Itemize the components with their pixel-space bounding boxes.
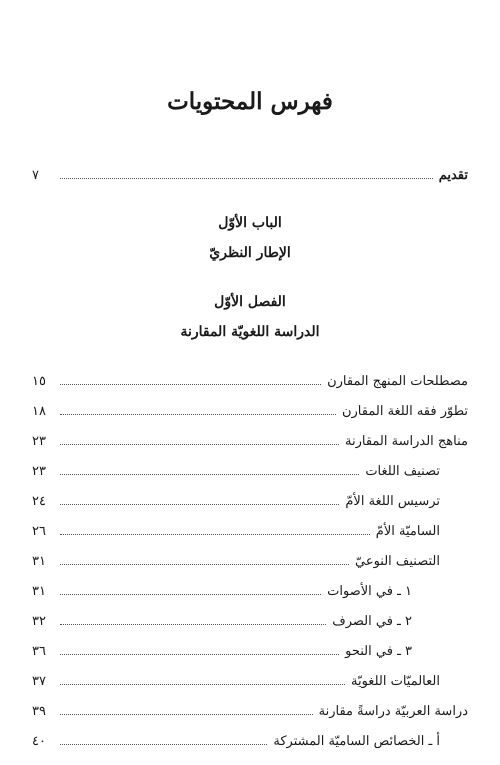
- part-subtitle: الإطار النظريّ: [209, 245, 291, 261]
- chapter-heading: الفصل الأوّل: [214, 294, 286, 310]
- toc-entry-label: التصنيف النوعيّ: [354, 554, 440, 569]
- toc-entry-intro: [32, 168, 468, 188]
- dot-leader: [60, 623, 326, 625]
- dot-leader: [60, 563, 349, 565]
- toc-entry-page: ٢٣: [32, 464, 46, 479]
- toc-entry-label: دراسة العربيّة دراسةً مقارنة: [318, 704, 468, 719]
- toc-entry-label: ١ ـ في الأصوات: [327, 584, 412, 599]
- toc-entry: [32, 554, 468, 574]
- toc-entry-label: تصنيف اللغات: [365, 464, 440, 479]
- toc-entry-page: ١٨: [32, 404, 46, 419]
- toc-entry: [32, 734, 468, 754]
- toc-entry-label: تقديم: [438, 168, 468, 183]
- dot-leader: [60, 383, 321, 385]
- dot-leader: [60, 743, 267, 745]
- toc-entry: [32, 494, 468, 514]
- toc-entry-label: ٢ ـ في الصرف: [332, 614, 412, 629]
- toc-entry-page: ٣٧: [32, 674, 46, 689]
- toc-entry: [32, 614, 468, 634]
- toc-entry-page: ٢٦: [32, 524, 46, 539]
- toc-entry-page: ٣١: [32, 554, 46, 569]
- part-heading: الباب الأوّل: [218, 215, 282, 231]
- toc-entry: [32, 404, 468, 424]
- toc-entry-page: ٤٠: [32, 734, 46, 749]
- toc-entry: [32, 524, 468, 544]
- dot-leader: [60, 713, 313, 715]
- toc-entry: [32, 704, 468, 724]
- toc-entry: [32, 584, 468, 604]
- toc-entry: [32, 644, 468, 664]
- page-title: فهرس المحتويات: [167, 88, 333, 115]
- dot-leader: [60, 503, 339, 505]
- dot-leader: [60, 413, 336, 415]
- toc-entry-label: ٣ ـ في النحو: [345, 644, 412, 659]
- dot-leader: [60, 653, 339, 655]
- toc-entry-page: ٧: [32, 168, 39, 183]
- toc-entry-page: ٣٩: [32, 704, 46, 719]
- toc-entry-label: مناهج الدراسة المقارنة: [345, 434, 468, 449]
- toc-entry-label: تطوّر فقه اللغة المقارن: [341, 404, 468, 419]
- dot-leader: [60, 593, 321, 595]
- dot-leader: [60, 177, 433, 179]
- toc-entry-page: ٢٣: [32, 434, 46, 449]
- toc-entry-page: ١٥: [32, 374, 46, 389]
- toc-entry-page: ٣٦: [32, 644, 46, 659]
- toc-entry-label: مصطلحات المنهج المقارن: [327, 374, 468, 389]
- toc-entry: [32, 434, 468, 454]
- toc-entry-page: ٣٢: [32, 614, 46, 629]
- toc-entry: [32, 674, 468, 694]
- dot-leader: [60, 533, 370, 535]
- dot-leader: [60, 443, 339, 445]
- dot-leader: [60, 473, 359, 475]
- toc-entry: [32, 464, 468, 484]
- toc-entry-label: أ ـ الخصائص الساميّة المشتركة: [273, 734, 440, 749]
- dot-leader: [60, 683, 345, 685]
- chapter-subtitle: الدراسة اللغويّة المقارنة: [180, 324, 320, 340]
- toc-entry-page: ٣١: [32, 584, 46, 599]
- toc-entry-label: العالميّات اللغويّة: [351, 674, 440, 689]
- toc-entry-page: ٢٤: [32, 494, 46, 509]
- toc-entry: [32, 374, 468, 394]
- toc-entry-label: الساميّة الأمّ: [375, 524, 440, 539]
- toc-entry-label: ترسيس اللغة الأمّ: [345, 494, 440, 509]
